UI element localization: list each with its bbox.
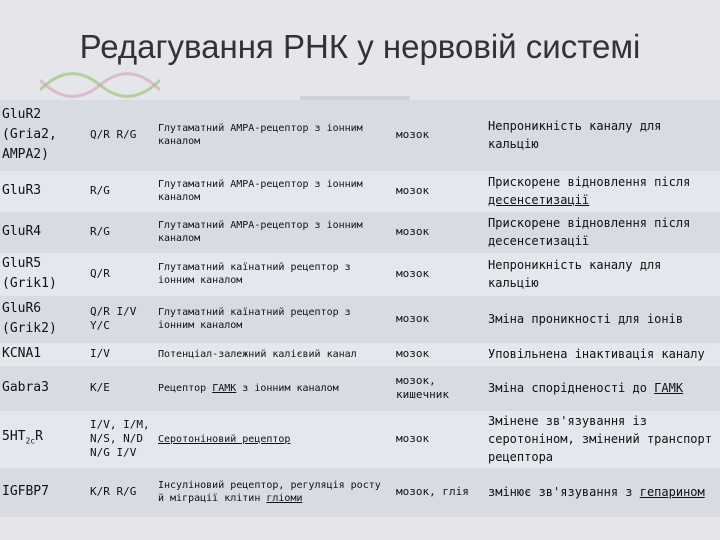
table-row xyxy=(0,252,720,296)
site-cell: I/V, I/M, N/S, N/D N/G I/V xyxy=(88,410,156,468)
site-cell: Q/R xyxy=(88,252,156,296)
gene-text: 5HT xyxy=(2,428,26,444)
gene-cell: GluR3 xyxy=(0,170,88,212)
gene-cell: GluR6 (Grik2) xyxy=(0,296,88,342)
table-row xyxy=(0,170,720,212)
tissue-cell: мозок, кишечник xyxy=(394,366,486,410)
effect-text: змінює зв'язування з xyxy=(488,485,640,499)
protein-text: Інсуліновий рецептор, регуляція росту й міграції клітин xyxy=(158,480,381,504)
tissue-cell: мозок xyxy=(394,342,486,366)
gene-cell: IGFBP7 xyxy=(0,468,88,516)
site-cell: K/R R/G xyxy=(88,468,156,516)
page-title: Редагування РНК у нервовій системі xyxy=(79,28,641,65)
gene-cell: GluR2 (Gria2, AMPA2) xyxy=(0,100,88,170)
protein-cell xyxy=(156,366,394,410)
gene-cell: GluR5 (Grik1) xyxy=(0,252,88,296)
effect-cell xyxy=(486,366,720,410)
effect-link[interactable]: гепарином xyxy=(639,485,705,499)
table-row xyxy=(0,410,720,468)
site-cell: R/G xyxy=(88,170,156,212)
table-row xyxy=(0,366,720,410)
protein-text: Рецептор xyxy=(158,382,213,394)
site-cell: Q/R R/G xyxy=(88,100,156,170)
effect-cell: Непроникність каналу для кальцію xyxy=(486,100,720,170)
table-row xyxy=(0,342,720,366)
tissue-cell: мозок xyxy=(394,212,486,252)
tissue-cell: мозок, глія xyxy=(394,468,486,516)
protein-cell: Глутаматний AMPA-рецептор з іонним каналом xyxy=(156,100,394,170)
effect-cell: Змінене зв'язування із серотоніном, змінений транспорт рецептора xyxy=(486,410,720,468)
protein-cell xyxy=(156,410,394,468)
site-cell: Q/R I/V Y/C xyxy=(88,296,156,342)
gene-cell: GluR4 xyxy=(0,212,88,252)
protein-link[interactable]: гліоми xyxy=(266,493,303,504)
effect-link[interactable]: десенсетизації xyxy=(488,193,590,207)
gene-subscript: 2c xyxy=(25,436,36,446)
effect-text: Прискорене відновлення після xyxy=(488,175,691,189)
gene-cell: KCNA1 xyxy=(0,342,88,366)
effect-cell: Уповільнена інактивація каналу xyxy=(486,342,720,366)
effect-cell: Прискорене відновлення після десенсетизації xyxy=(486,212,720,252)
site-cell: K/E xyxy=(88,366,156,410)
gene-text: R xyxy=(35,428,43,444)
tissue-cell: мозок xyxy=(394,170,486,212)
effect-link[interactable]: ГАМК xyxy=(654,381,684,395)
protein-cell: Потенціал-залежний калієвий канал xyxy=(156,342,394,366)
site-cell: R/G xyxy=(88,212,156,252)
table-row xyxy=(0,212,720,252)
table-row xyxy=(0,468,720,516)
protein-cell: Глутаматний каїнатний рецептор з іонним каналом xyxy=(156,296,394,342)
gene-cell xyxy=(0,410,88,468)
effect-text: Зміна спорідненості до xyxy=(488,381,655,395)
effect-cell xyxy=(486,468,720,516)
protein-cell: Глутаматний каїнатний рецептор з іонним каналом xyxy=(156,252,394,296)
table-row xyxy=(0,296,720,342)
protein-link[interactable]: ГАМК xyxy=(212,382,237,394)
tissue-cell: мозок xyxy=(394,100,486,170)
protein-cell: Глутаматний AMPA-рецептор з іонним каналом xyxy=(156,170,394,212)
protein-cell xyxy=(156,468,394,516)
protein-text: з іонним каналом xyxy=(236,382,339,394)
effect-cell xyxy=(486,170,720,212)
effect-cell: Зміна проникності для іонів xyxy=(486,296,720,342)
protein-link[interactable]: Серотоніновий рецептор xyxy=(158,433,291,445)
tissue-cell: мозок xyxy=(394,410,486,468)
tissue-cell: мозок xyxy=(394,296,486,342)
gene-cell: Gabra3 xyxy=(0,366,88,410)
table-row xyxy=(0,100,720,170)
effect-cell: Непроникність каналу для кальцію xyxy=(486,252,720,296)
rna-editing-table xyxy=(0,100,720,517)
protein-cell: Глутаматний AMPA-рецептор з іонним каналом xyxy=(156,212,394,252)
tissue-cell: мозок xyxy=(394,252,486,296)
site-cell: I/V xyxy=(88,342,156,366)
